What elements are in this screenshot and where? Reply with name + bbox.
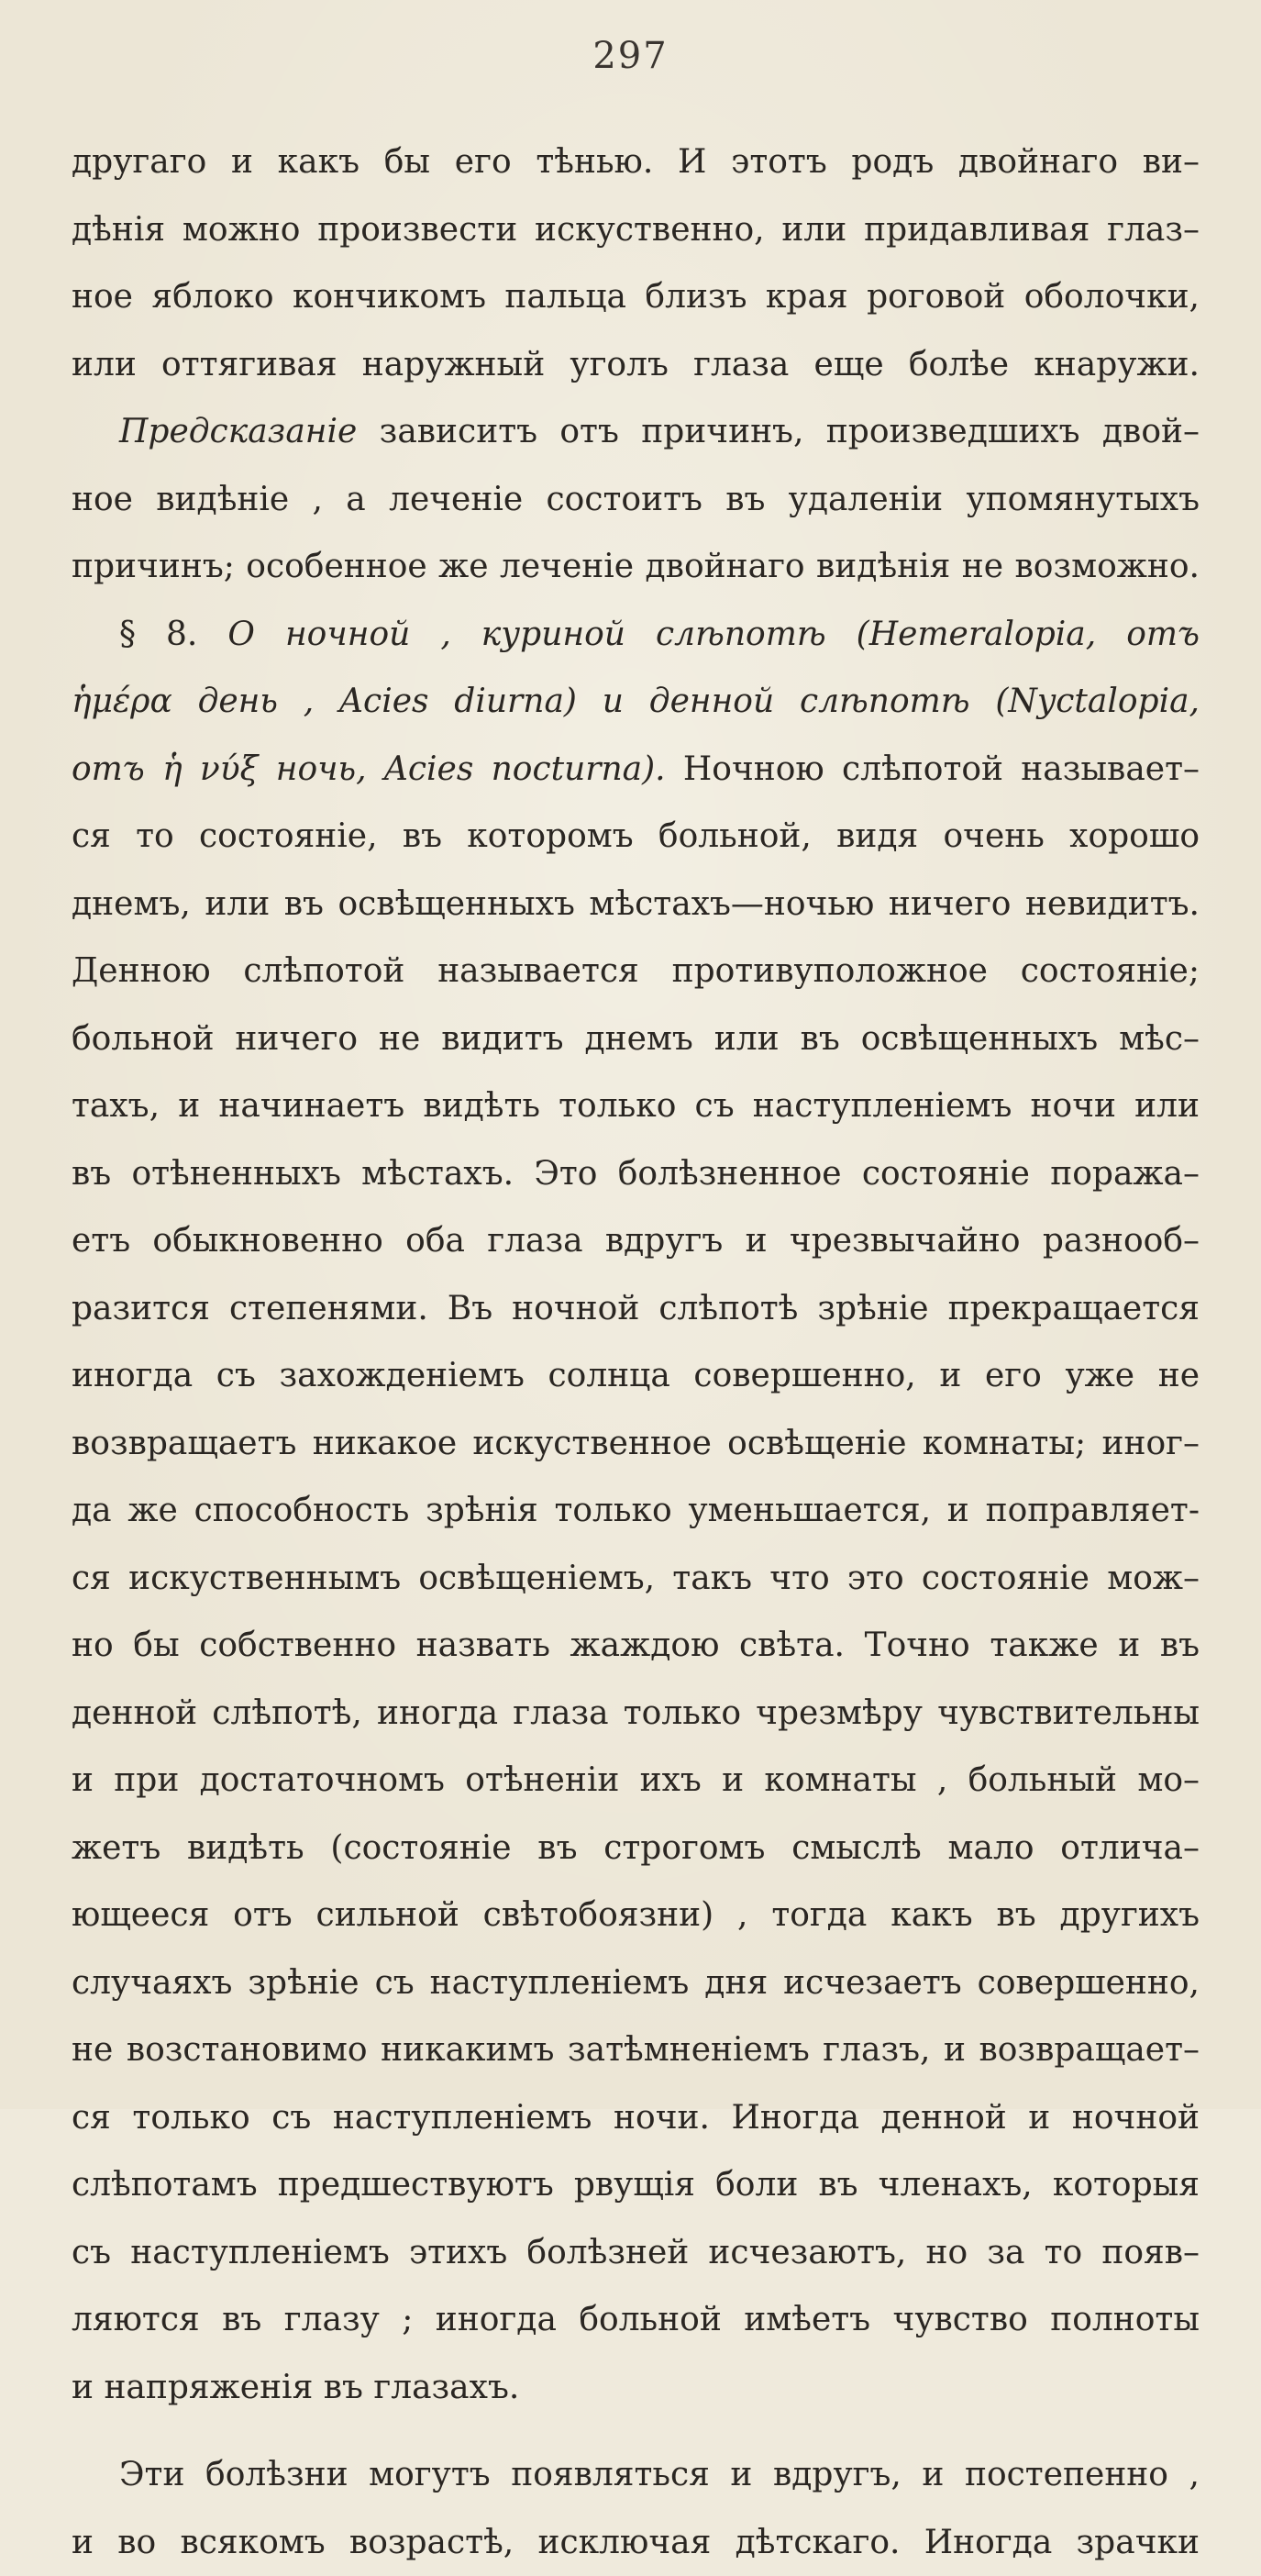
text-line (72, 1477, 1200, 1545)
text-segment: жетъ видѣть (состояніе въ строгомъ смыслѣ мало отлича– (72, 1829, 1200, 1867)
text-line (72, 938, 1200, 1005)
text-segment: возвращаетъ никакое искуственное освѣщеніе комнаты; иног– (72, 1425, 1200, 1462)
text-line (72, 331, 1200, 399)
text-segment: слѣпотамъ предшествуютъ рвущія боли въ членахъ, которыя (72, 2166, 1200, 2204)
text-line (72, 1815, 1200, 1882)
text-segment: разится степенями. Въ ночной слѣпотѣ зрѣніе прекращается (72, 1290, 1200, 1327)
text-line (72, 1612, 1200, 1680)
text-line (72, 1680, 1200, 1748)
text-segment: ся только съ наступленіемъ ночи. Иногда денной и ночной (72, 2099, 1200, 2137)
italic-text-segment: отъ ἡ νύξ ночь, Acies nocturna). (72, 750, 666, 788)
text-segment: но бы собственно назвать жаждою свѣта. Точно также и въ (72, 1627, 1200, 1664)
text-segment: или оттягивая наружный уголъ глаза еще болѣе кнаружи. (72, 346, 1200, 383)
text-segment: Денною слѣпотой называется противуположное состояніе; (72, 952, 1200, 990)
text-line (72, 263, 1200, 331)
text-segment: ное яблоко кончикомъ пальца близъ края роговой оболочки, (72, 278, 1200, 316)
text-line (72, 1747, 1200, 1815)
text-segment: иногда съ захожденіемъ солнца совершенно, и его уже не (72, 1357, 1200, 1394)
text-line (72, 2219, 1200, 2287)
text-segment: другаго и какъ бы его тѣнью. И этотъ родъ двойнаго ви– (72, 143, 1200, 181)
text-line (72, 668, 1200, 736)
text-segment: ное видѣніе , а леченіе состоитъ въ удаленіи упомянутыхъ (72, 481, 1200, 518)
text-line (72, 2084, 1200, 2152)
text-line (72, 803, 1200, 871)
text-line (72, 2354, 1200, 2422)
italic-text-segment: ἡμέρα день , Acies diurna) и денной слѣпотѣ (Nyctalopia, (72, 683, 1200, 720)
text-segment: и при достаточномъ отѣненіи ихъ и комнаты , больный мо– (72, 1761, 1200, 1799)
text-segment: и напряженія въ глазахъ. (72, 2369, 519, 2406)
text-line (72, 1207, 1200, 1275)
text-line (72, 2151, 1200, 2219)
text-segment: § 8. (119, 616, 227, 653)
text-segment: ющееся отъ сильной свѣтобоязни) , тогда какъ въ другихъ (72, 1896, 1200, 1934)
text-segment: днемъ, или въ освѣщенныхъ мѣстахъ—ночью ничего невидитъ. (72, 885, 1200, 923)
text-segment: больной ничего не видитъ днемъ или въ освѣщенныхъ мѣс– (72, 1020, 1200, 1058)
text-segment: ляются въ глазу ; иногда больной имѣетъ чувство полноты (72, 2301, 1200, 2338)
text-line (72, 2016, 1200, 2084)
text-line (72, 1005, 1200, 1073)
text-segment: Ночною слѣпотой называет– (666, 750, 1200, 788)
text-segment: дѣнія можно произвести искуственно, или придавливая глаз– (72, 211, 1200, 249)
text-line (72, 1545, 1200, 1613)
text-line (72, 2441, 1200, 2509)
text-line (72, 533, 1200, 601)
text-segment: зависитъ отъ причинъ, произведшихъ двой– (357, 413, 1200, 450)
text-segment: да же способность зрѣнія только уменьшается, и поправляет- (72, 1492, 1200, 1529)
text-line (72, 736, 1200, 804)
text-segment: денной слѣпотѣ, иногда глаза только чрезмѣру чувствительны (72, 1694, 1200, 1732)
text-segment: причинъ; особенное же леченіе двойнаго видѣнія не возможно. (72, 548, 1200, 585)
text-line (72, 128, 1200, 196)
text-segment: ся то состояніе, въ которомъ больной, видя очень хорошо (72, 817, 1200, 855)
text-line (72, 1949, 1200, 2017)
text-line (72, 2509, 1200, 2576)
text-line (72, 1410, 1200, 1478)
text-line (72, 466, 1200, 534)
text-segment: не возстановимо никакимъ затѣмненіемъ глазъ, и возвращает– (72, 2031, 1200, 2069)
text-line (72, 196, 1200, 264)
italic-text-segment: Предсказаніе (119, 413, 357, 450)
text-line (72, 1882, 1200, 1949)
text-segment: ся искуственнымъ освѣщеніемъ, такъ что это состояніе мож– (72, 1560, 1200, 1597)
italic-text-segment: О ночной , куриной слѣпотѣ (Hemeralopia, отъ (227, 616, 1200, 653)
text-segment: Эти болѣзни могутъ появляться и вдругъ, и постепенно , (119, 2456, 1200, 2493)
text-line (72, 1072, 1200, 1140)
text-segment: етъ обыкновенно оба глаза вдругъ и чрезвычайно разнооб– (72, 1222, 1200, 1260)
text-line (72, 871, 1200, 938)
text-segment: съ наступленіемъ этихъ болѣзней исчезаютъ, но за то появ– (72, 2234, 1200, 2271)
text-line (72, 1275, 1200, 1343)
text-line (72, 398, 1200, 466)
text-segment: случаяхъ зрѣніе съ наступленіемъ дня исчезаетъ совершенно, (72, 1964, 1200, 2002)
body-text (72, 128, 1200, 2576)
text-segment: и во всякомъ возрастѣ, исключая дѣтскаго. Иногда зрачки (72, 2524, 1200, 2561)
text-segment: тахъ, и начинаетъ видѣть только съ наступленіемъ ночи или (72, 1087, 1200, 1125)
text-segment: въ отѣненныхъ мѣстахъ. Это болѣзненное состояніе поража– (72, 1155, 1200, 1193)
text-line (72, 1140, 1200, 1208)
text-line (72, 601, 1200, 669)
page-number: 297 (0, 35, 1261, 77)
text-line (72, 2286, 1200, 2354)
text-line (72, 1342, 1200, 1410)
